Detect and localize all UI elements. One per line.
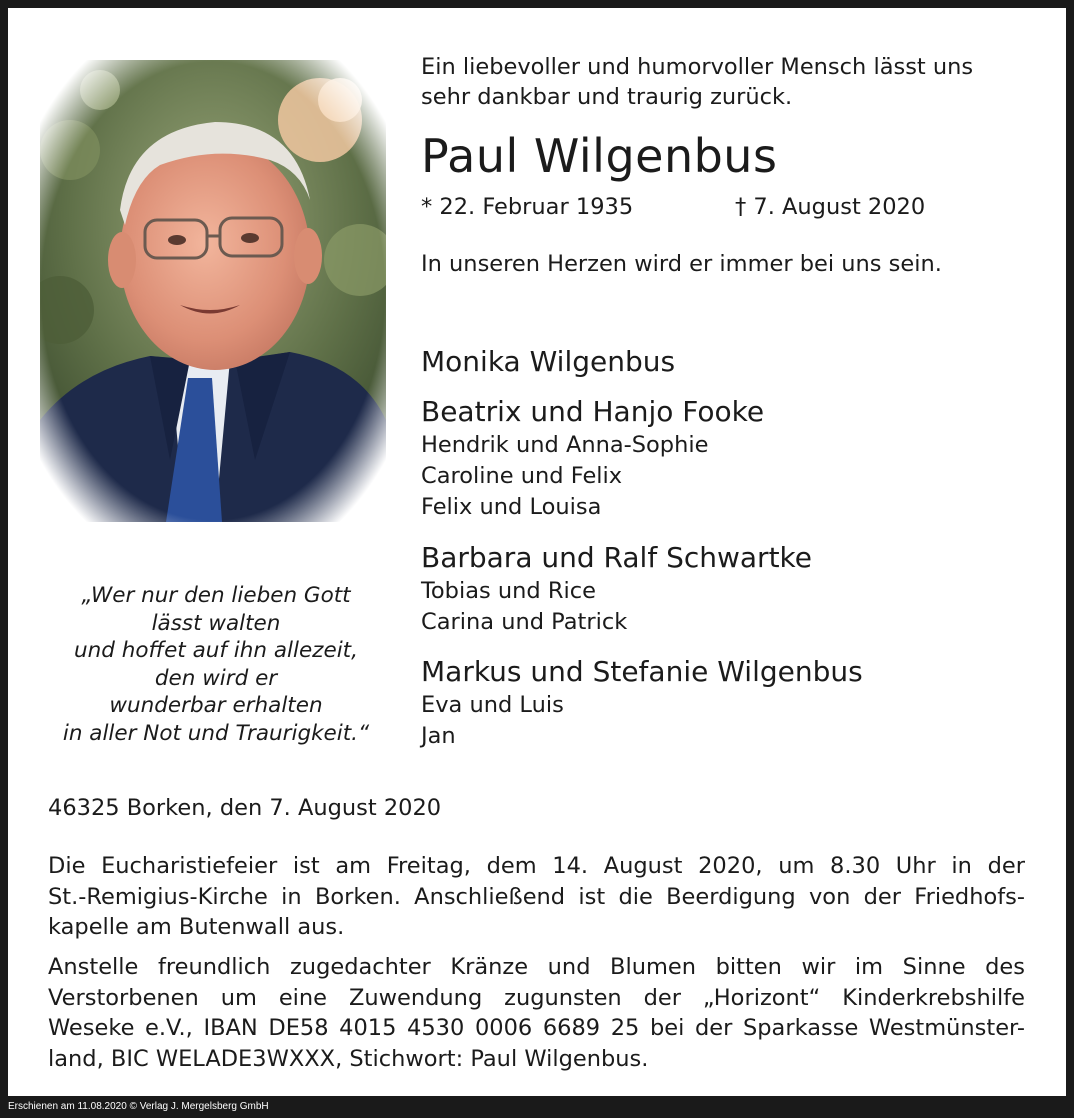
deceased-name: Paul Wilgenbus xyxy=(421,129,778,183)
portrait-photo xyxy=(40,60,386,522)
family-member: Hendrik und Anna-Sophie xyxy=(421,432,709,458)
paragraph-line: Die Eucharistiefeier ist am Freitag, dem 14. August 2020, um 8.30 Uhr in der xyxy=(48,853,1025,879)
family-member: Eva und Luis xyxy=(421,692,564,718)
life-dates xyxy=(421,192,1041,222)
family-member: Caroline und Felix xyxy=(421,463,623,489)
obituary-notice xyxy=(8,8,1066,1096)
quote-line: wunderbar erhalten xyxy=(109,693,323,718)
family-list xyxy=(421,344,1061,752)
family-group xyxy=(421,540,1061,654)
funeral-info-paragraph xyxy=(48,851,1025,943)
paragraph-line: Weseke e.V., IBAN DE58 4015 4530 0006 6689 25 bei der Sparkasse Westmünster- xyxy=(48,1015,1025,1041)
paragraph-line: Anstelle freundlich zugedachter Kränze und Blumen bitten wir im Sinne des xyxy=(48,954,1025,980)
family-group xyxy=(421,344,1061,394)
paragraph-line: Verstorbenen um eine Zuwendung zugunsten der „Horizont“ Kinderkrebshilfe xyxy=(48,984,1025,1011)
family-head: Markus und Stefanie Wilgenbus xyxy=(421,655,863,688)
family-group xyxy=(421,654,1061,752)
quote-line: den wird er xyxy=(154,665,278,691)
paragraph-line: kapelle am Butenwall aus. xyxy=(48,914,345,940)
intro-line: Ein liebevoller und humorvoller Mensch lässt uns xyxy=(421,54,974,80)
family-head: Barbara und Ralf Schwartke xyxy=(421,541,812,574)
publication-footer: Erschienen am 11.08.2020 © Verlag J. Mergelsberg GmbH xyxy=(8,1101,269,1112)
header-block xyxy=(421,52,1041,279)
paragraph-line: St.-Remigius-Kirche in Borken. Anschließend ist die Beerdigung von der Friedhofs- xyxy=(48,883,1025,910)
family-member: Tobias und Rice xyxy=(421,578,596,604)
donation-paragraph xyxy=(48,952,1025,1074)
quote-line: „Wer nur den lieben Gott xyxy=(81,583,351,608)
birth-date: * 22. Februar 1935 xyxy=(421,194,634,220)
intro-line: sehr dankbar und traurig zurück. xyxy=(421,84,793,110)
family-head: Beatrix und Hanjo Fooke xyxy=(421,395,765,428)
intro-text xyxy=(421,52,1041,112)
death-date: † 7. August 2020 xyxy=(735,194,926,220)
family-head: Monika Wilgenbus xyxy=(421,345,676,378)
quote-line: in aller Not und Traurigkeit.“ xyxy=(62,720,370,746)
place-date: 46325 Borken, den 7. August 2020 xyxy=(48,795,442,821)
family-member: Carina und Patrick xyxy=(421,609,628,635)
portrait-illustration xyxy=(40,60,386,522)
family-member: Felix und Louisa xyxy=(421,494,602,520)
family-group xyxy=(421,394,1061,540)
quote-line: und hoffet auf ihn allezeit, xyxy=(74,638,358,663)
paragraph-line: land, BIC WELADE3WXXX, Stichwort: Paul Wilgenbus. xyxy=(48,1045,649,1072)
family-member: Jan xyxy=(421,723,456,749)
quote-line: lässt walten xyxy=(151,610,281,636)
bible-quote xyxy=(28,582,404,747)
motto-text: In unseren Herzen wird er immer bei uns sein. xyxy=(421,251,942,277)
